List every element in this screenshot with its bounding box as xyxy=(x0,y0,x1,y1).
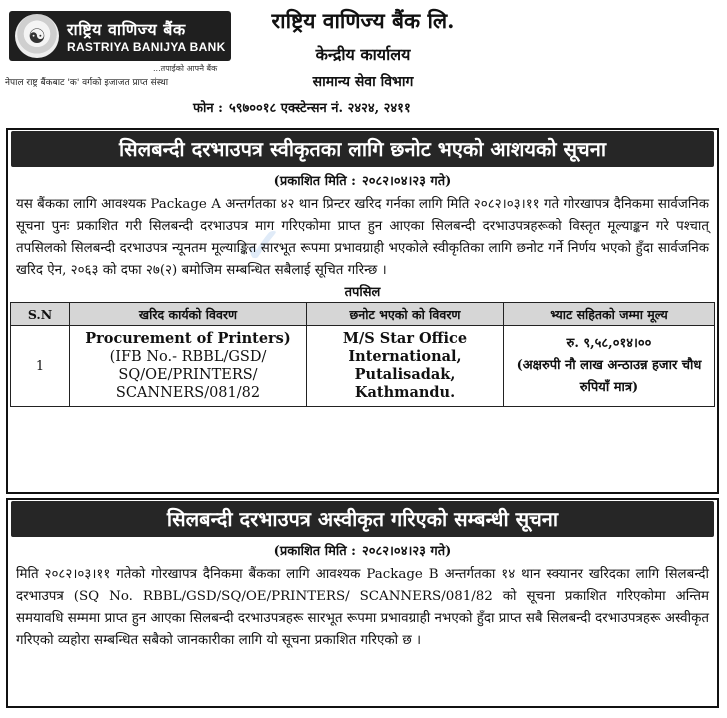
published-label: (प्रकाशित मिति : xyxy=(273,174,356,189)
phone-number: ५९७००१८ एक्स्टेन्सन नं. २४२४, २४११ xyxy=(228,101,411,116)
emblem-icon: ☯ xyxy=(15,14,59,58)
notice-page xyxy=(3,3,724,712)
schedule-title: तपसिल xyxy=(344,285,381,300)
notice-body: मिति २०८२।०३।११ गतेको गोरखापत्र दैनिकमा बैंकका लागि आवश्यक Package B अन्तर्गतका १४ थान स्क्यानर खरिदका लागि सिलबन्दी दरभाउपत्र (SQ No. RBBL/GSD/SQ/OE/PRINTERS/ SCANNERS/081/82 को सूचना प्रकाशित गरिएकोमा अन्तिम समयावधि सम्ममा प्राप्त हुन आएका सिलबन्दी दरभाउपत्रहरू सारभूत रूपमा प्रभावग्राही नभएको हुँदा प्राप्त सबै सिलबन्दी दरभाउपत्रहरू अस्वीकृत गरिएको व्यहोरा सम्बन्धित सबैको जानकारीका लागि यो सूचना प्रकाशित गरिएको छ । xyxy=(16,567,709,648)
department-name: सामान्य सेवा विभाग xyxy=(312,74,414,90)
published-date xyxy=(8,541,717,559)
header xyxy=(3,3,724,118)
notice-title: सिलबन्दी दरभाउपत्र अस्वीकृत गरिएको सम्बन्धी सूचना xyxy=(11,501,714,537)
logo-nepali-text: राष्ट्रिय वाणिज्य बैंक xyxy=(67,20,186,39)
column-header: खरिद कार्यको विवरण xyxy=(70,303,307,326)
notice-title: सिलबन्दी दरभाउपत्र स्वीकृतका लागि छनोट भएको आशयको सूचना xyxy=(11,131,714,167)
license-note: नेपाल राष्ट्र बैंकबाट 'क' वर्गको इजाजत प्राप्त संस्था xyxy=(5,78,169,88)
published-label: (प्रकाशित मिति : xyxy=(273,544,356,559)
column-header: छनोट भएको को विवरण xyxy=(307,303,504,326)
amount-figure: रु. ९,५८,०१४।०० xyxy=(566,336,652,351)
notice-body: यस बैंकका लागि आवश्यक Package A अन्तर्गतका ४२ थान प्रिन्टर खरिद गर्नका लागि मिति २०८२।०३।११ गते गोरखापत्र दैनिकमा सार्वजनिक सूचना पुनः प्रकाशित गरी सिलबन्दी दरभाउपत्र माग गरिएकोमा प्राप्त हुन आएका सिलबन्दी दरभाउपत्रहरूको विस्तृत मूल्याङ्कन गरे पश्चात् तपसिलको सिलबन्दी दरभाउपत्र न्यूनतम मूल्याङ्कित सारभूत रूपमा प्रभावग्राही भएकोले स्वीकृतिका लागि छनोट गर्ने निर्णय भएको हुँदा सार्वजनिक खरिद ऐन, २०६३ को दफा २७(२) बमोजिम सम्बन्धित सबैलाई सूचित गरिन्छ । xyxy=(16,197,709,278)
table-header-row xyxy=(11,303,715,326)
published-value: २०८२।०४।२३ गते) xyxy=(361,544,452,559)
column-header: भ्याट सहितको जम्मा मूल्य xyxy=(504,303,715,326)
phone-line xyxy=(193,98,417,116)
schedule-table xyxy=(10,302,715,407)
bank-name: राष्ट्रिय वाणिज्य बैंक लि. xyxy=(271,8,455,33)
published-value: २०८२।०४।२३ गते) xyxy=(361,174,452,189)
logo-tagline: ...तपाईको आफ्नै बैंक xyxy=(153,64,218,73)
phone-label: फोन : xyxy=(193,101,223,116)
serial-number: 1 xyxy=(11,326,70,407)
selected-vendor: M/S Star Office International, Putalisadak, Kathmandu. xyxy=(307,326,504,407)
description-detail: (IFB No.- RBBL/GSD/ SQ/OE/PRINTERS/ SCANNERS/081/82 xyxy=(109,349,267,401)
column-header: S.N xyxy=(11,303,70,326)
logo-english-text: RASTRIYA BANIJYA BANK xyxy=(67,40,226,54)
rejection-notice xyxy=(6,498,719,708)
office-name: केन्द्रीय कार्यालय xyxy=(315,45,411,64)
description-title: Procurement of Printers) xyxy=(85,330,291,347)
procurement-description xyxy=(70,326,307,407)
total-amount xyxy=(504,326,715,407)
published-date xyxy=(8,171,717,189)
table-row xyxy=(11,326,715,407)
amount-in-words: (अक्षरुपी नौ लाख अन्ठाउन्न हजार चौध रुपियाँ मात्र) xyxy=(516,358,702,395)
watermark: ✓ xyxy=(243,220,284,273)
selection-notice xyxy=(6,128,719,494)
bank-logo xyxy=(9,11,231,61)
